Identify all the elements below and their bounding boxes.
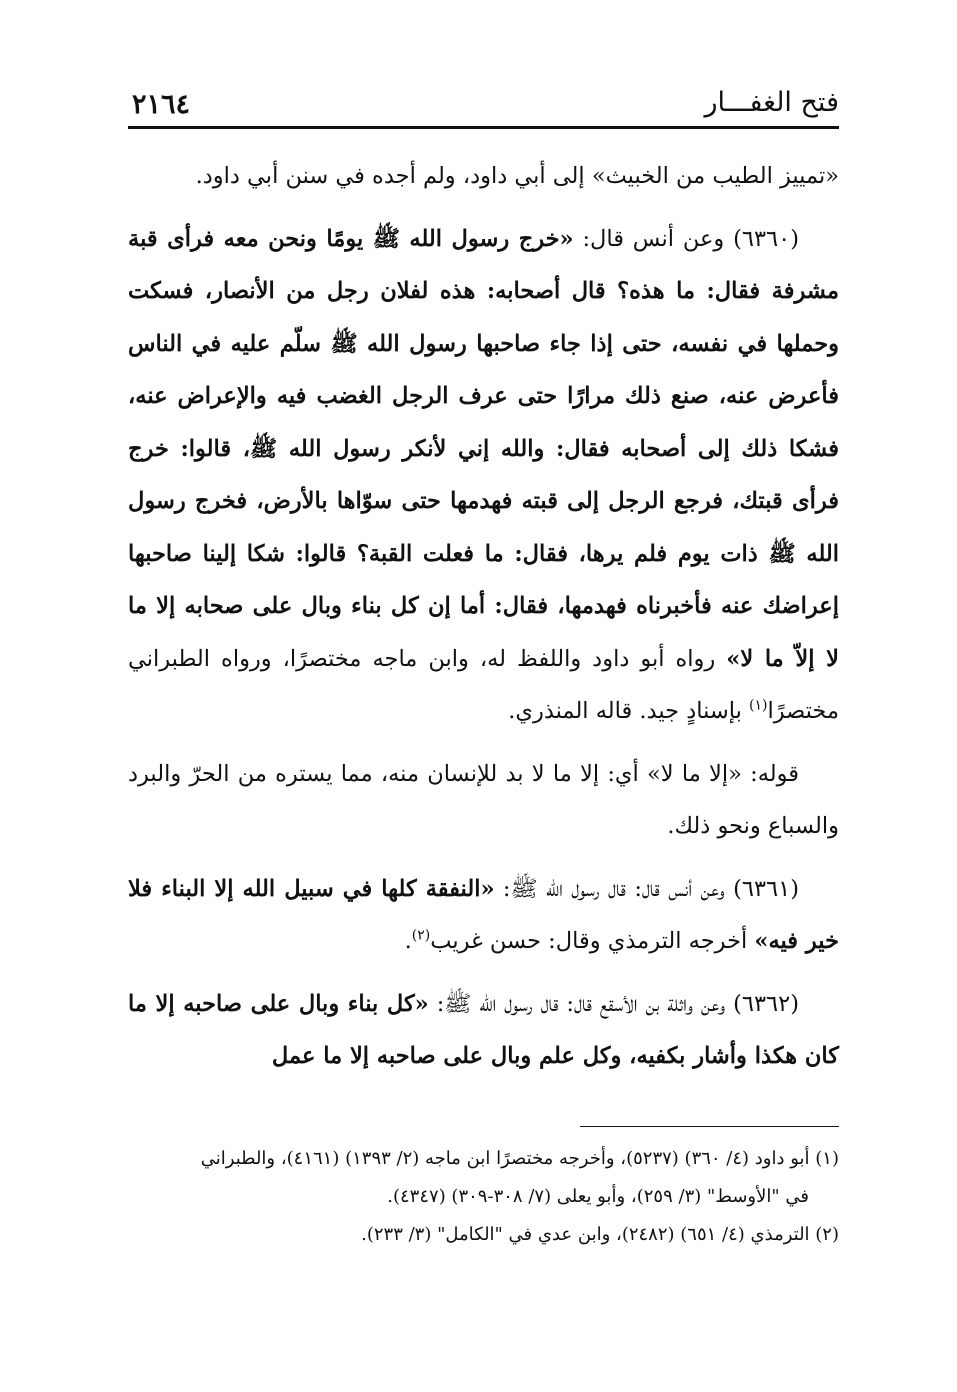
header-rule xyxy=(128,126,839,129)
footnote-1-line-1: (١) أبو داود (٤/ ٣٦٠) (٥٢٣٧)، وأخرجه مختصرًا ابن ماجه (٢/ ١٣٩٣) (٤١٦١)، والطبراني xyxy=(200,1148,839,1169)
footnote-1-continuation xyxy=(128,1178,839,1216)
hadith-6362 xyxy=(128,978,839,1083)
hadith-intro: وعن واثلة بن الأسقع قال: قال رسول الله ﷺ: xyxy=(428,990,726,1017)
hadith-text: «خرج رسول الله ﷺ يومًا ونحن معه فرأى قبة مشرفة فقال: ما هذه؟ قال أصحابه: هذه لفلان رجل من الأنصار، فسكت وحملها في نفسه، حتى إذا جاء صاحبها رسول الله ﷺ سلّم عليه في الناس فأعرض عنه، صنع ذلك مرارًا حتى عرف الرجل الغضب فيه والإعراض عنه، فشكا ذلك إلى أصحابه فقال: والله إني لأنكر رسول الله ﷺ، قالوا: خرج فرأى قبتك، فرجع الرجل إلى قبته فهدمها حتى سوّاها بالأرض، فخرج رسول الله ﷺ ذات يوم فلم يرها، فقال: ما فعلت القبة؟ قالوا: شكا إلينا صاحبها إعراضك عنه فأخبرناه فهدمها، فقال: أما إن كل بناء وبال على صحابه إلا ما لا إلاّ ما لا» xyxy=(128,225,840,672)
continuation-paragraph xyxy=(128,150,839,203)
footnote-2 xyxy=(128,1216,839,1254)
continuation-text: «تمييز الطيب من الخبيث» إلى أبي داود، ولم أجده في سنن أبي داود. xyxy=(195,163,839,189)
hadith-intro: وعن أنس قال: قال رسول الله ﷺ: xyxy=(494,875,725,902)
footnote-separator xyxy=(580,1126,839,1127)
hadith-intro: وعن أنس قال: xyxy=(573,225,725,252)
hadith-source-tail: . xyxy=(404,928,412,954)
hadith-source: أخرجه الترمذي وقال: حسن غريب xyxy=(430,928,755,954)
hadith-number: (٦٣٦٢) xyxy=(733,990,799,1017)
commentary-paragraph xyxy=(128,748,839,853)
footnotes xyxy=(128,1140,839,1254)
footnote-2-line-1: (٢) الترمذي (٤/ ٦٥١) (٢٤٨٢)، وابن عدي في "الكامل" (٣/ ٢٣٣). xyxy=(361,1224,839,1245)
hadith-6360 xyxy=(128,213,839,738)
footnote-1 xyxy=(128,1140,839,1178)
footnote-ref-2[interactable]: (٢) xyxy=(411,927,431,944)
hadith-source: رواه أبو داود واللفظ له، وابن ماجه مختصرًا، ورواه الطبراني مختصرًا xyxy=(128,645,839,724)
hadith-text: «النفقة كلها في سبيل الله إلا البناء فلا خير فيه» xyxy=(128,875,839,954)
hadith-6361 xyxy=(128,863,839,968)
hadith-text: «كل بناء وبال على صاحبه إلا ما كان هكذا وأشار بكفيه، وكل علم وبال على صاحبه إلا ما عمل xyxy=(128,990,839,1069)
commentary-text: قوله: «إلا ما لا» أي: إلا ما لا بد للإنسان منه، مما يستره من الحرّ والبرد والسباع ونحو ذلك. xyxy=(128,760,839,839)
page-number: ٢١٦٤ xyxy=(132,89,191,120)
hadith-number: (٦٣٦٠) xyxy=(733,225,799,252)
footnote-1-line-2: في "الأوسط" (٣/ ٢٥٩)، وأبو يعلى (٧/ ٣٠٨-٣٠٩) (٤٣٤٧). xyxy=(387,1186,809,1207)
main-text xyxy=(128,150,839,1083)
book-title: فتح الغفـــار xyxy=(704,87,839,118)
running-header xyxy=(128,84,839,124)
footnote-ref-1[interactable]: (١) xyxy=(748,697,768,714)
hadith-number: (٦٣٦١) xyxy=(733,875,799,902)
hadith-source-tail: بإسنادٍ جيد. قاله المنذري. xyxy=(508,698,749,724)
